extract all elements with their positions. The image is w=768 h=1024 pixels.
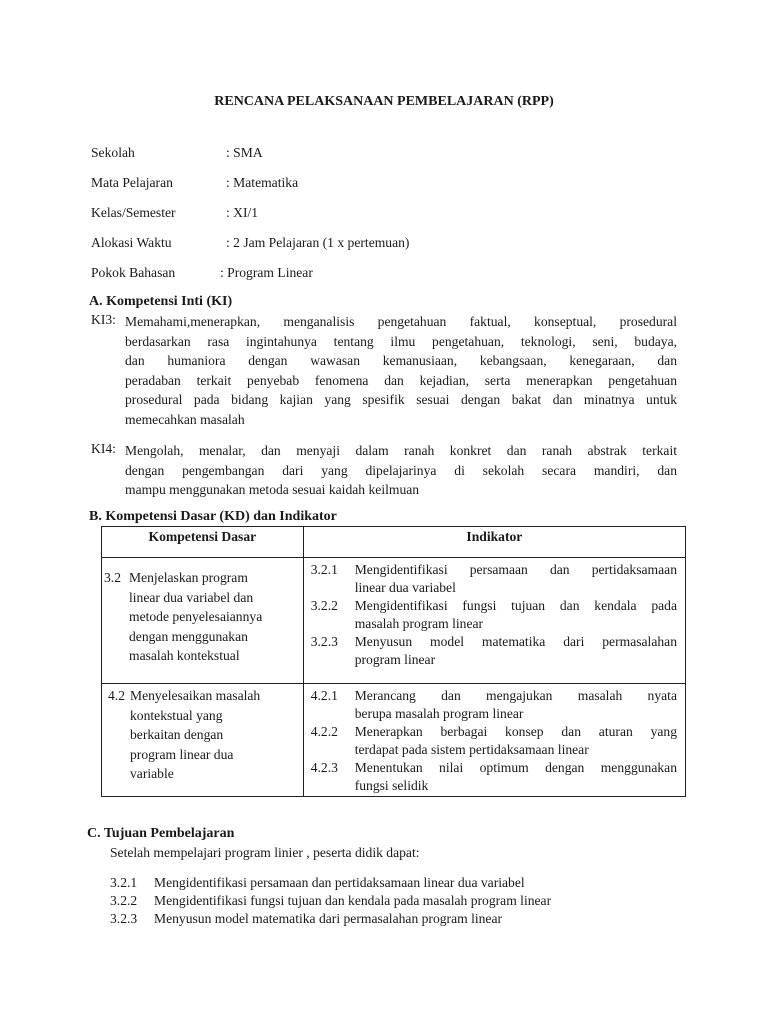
kd-line: program linear dua	[130, 746, 234, 762]
kd-cell	[102, 558, 304, 684]
indicator-number: 3.2.1	[310, 562, 338, 577]
section-a-heading: A. Kompetensi Inti (KI)	[89, 294, 233, 309]
ki3-line: memecahkan masalah	[125, 411, 245, 427]
info-value-alokasi-waktu: : 2 Jam Pelajaran (1 x pertemuan)	[226, 235, 410, 250]
ki4-line: dengan pengembangan dari yang dipelajarinya di sekolah secara mandiri, dan	[125, 462, 677, 478]
kd-cell	[102, 684, 304, 797]
document-title: RENCANA PELAKSANAAN PEMBELAJARAN (RPP)	[214, 94, 554, 109]
indicator-number: 4.2.2	[310, 724, 338, 739]
info-label-mata-pelajaran: Mata Pelajaran	[91, 175, 173, 190]
indicator-line: masalah program linear	[354, 616, 484, 631]
indicator-cell	[303, 684, 685, 797]
goal-number: 3.2.2	[110, 893, 138, 908]
ki4-text	[125, 441, 677, 500]
goal-text: Mengidentifikasi persamaan dan pertidaksamaan linear dua variabel	[154, 875, 525, 890]
ki3-line: Memahami,menerapkan, menganalisis pengetahuan faktual, konseptual, prosedural	[125, 314, 677, 329]
kd-line: metode penyelesaiannya	[129, 609, 263, 624]
indicator-line: linear dua variabel	[354, 580, 456, 595]
indicator-number: 4.2.3	[310, 760, 338, 775]
kd-line: kontekstual yang	[130, 707, 223, 723]
indicator-line: Mengidentifikasi fungsi tujuan dan kendala pada	[354, 598, 677, 613]
goal-text: Menyusun model matematika dari permasalahan program linear	[154, 911, 503, 926]
indicator-item	[311, 561, 677, 597]
kd-line: Menjelaskan program	[129, 570, 248, 585]
info-label-pokok-bahasan: Pokok Bahasan	[91, 265, 176, 280]
ki3-text	[125, 312, 677, 429]
indicator-item	[311, 687, 677, 723]
section-b-heading: B. Kompetensi Dasar (KD) dan Indikator	[89, 509, 337, 524]
indicator-line: Menerapkan berbagai konsep dan aturan yang	[354, 724, 677, 739]
kd-line: variable	[130, 766, 174, 781]
ki3-label: KI3:	[91, 312, 116, 327]
ki3-line: berdasarkan rasa ingintahunya tentang ilmu pengetahuan, teknologi, seni, budaya,	[125, 333, 677, 349]
indicator-line: fungsi selidik	[354, 778, 429, 793]
ki4-line: Mengolah, menalar, dan menyaji dalam ranah konkret dan ranah abstrak terkait	[125, 443, 677, 458]
info-label-kelas-semester: Kelas/Semester	[91, 205, 176, 220]
goal-number: 3.2.1	[110, 875, 138, 890]
indicator-line: Menentukan nilai optimum dengan menggunakan	[354, 760, 677, 775]
kd-line: dengan menggunakan	[129, 628, 248, 644]
ki3-line: dan humaniora dengan wawasan kemanusiaan, kebangsaan, kenegaraan, dan	[125, 353, 677, 368]
indicator-item	[311, 597, 677, 633]
section-c-heading: C. Tujuan Pembelajaran	[87, 826, 235, 841]
kd-number: 4.2	[108, 688, 125, 703]
indicator-cell	[303, 558, 685, 684]
table-row	[102, 684, 686, 797]
kd-number: 3.2	[104, 570, 121, 585]
ki3-line: peradaban terkait penyebab fenomena dan kejadian, serta menerapkan pengetahuan	[125, 372, 677, 388]
info-value-pokok-bahasan: : Program Linear	[220, 265, 313, 280]
kd-line: berkaitan dengan	[130, 727, 224, 742]
indicator-line: terdapat pada sistem pertidaksamaan linear	[354, 742, 589, 757]
column-header-kompetensi-dasar: Kompetensi Dasar	[102, 527, 304, 558]
column-header-indikator: Indikator	[303, 527, 685, 558]
section-c-intro: Setelah mempelajari program linier , peserta didik dapat:	[110, 845, 420, 860]
indicator-item	[311, 723, 677, 759]
info-label-sekolah: Sekolah	[91, 145, 135, 160]
ki3-line: prosedural pada bidang kajian yang spesifik sesuai dengan bakat dan minatnya untuk	[125, 392, 677, 407]
kd-line: masalah kontekstual	[129, 648, 240, 663]
kd-indicator-table	[101, 526, 686, 797]
info-value-mata-pelajaran: : Matematika	[226, 175, 299, 190]
indicator-item	[311, 759, 677, 795]
indicator-line: berupa masalah program linear	[354, 706, 524, 721]
indicator-number: 4.2.1	[310, 688, 338, 703]
indicator-item	[311, 633, 677, 669]
info-label-alokasi-waktu: Alokasi Waktu	[91, 235, 172, 250]
goal-number: 3.2.3	[110, 911, 138, 926]
ki4-line: mampu menggunakan metoda sesuai kaidah keilmuan	[125, 482, 420, 497]
ki4-label: KI4:	[91, 441, 116, 456]
indicator-number: 3.2.2	[310, 598, 338, 613]
kd-line: linear dua variabel dan	[129, 589, 254, 605]
info-value-kelas-semester: : XI/1	[226, 205, 259, 220]
goal-text: Mengidentifikasi fungsi tujuan dan kendala pada masalah program linear	[154, 893, 552, 908]
indicator-line: program linear	[354, 652, 436, 667]
indicator-line: Merancang dan mengajukan masalah nyata	[354, 688, 677, 703]
indicator-line: Menyusun model matematika dari permasalahan	[354, 634, 677, 649]
table-row	[102, 558, 686, 684]
indicator-number: 3.2.3	[310, 634, 338, 649]
info-value-sekolah: : SMA	[226, 145, 263, 160]
indicator-line: Mengidentifikasi persamaan dan pertidaksamaan	[354, 562, 677, 577]
table-header-row	[102, 527, 686, 558]
kd-line: Menyelesaikan masalah	[130, 688, 261, 703]
